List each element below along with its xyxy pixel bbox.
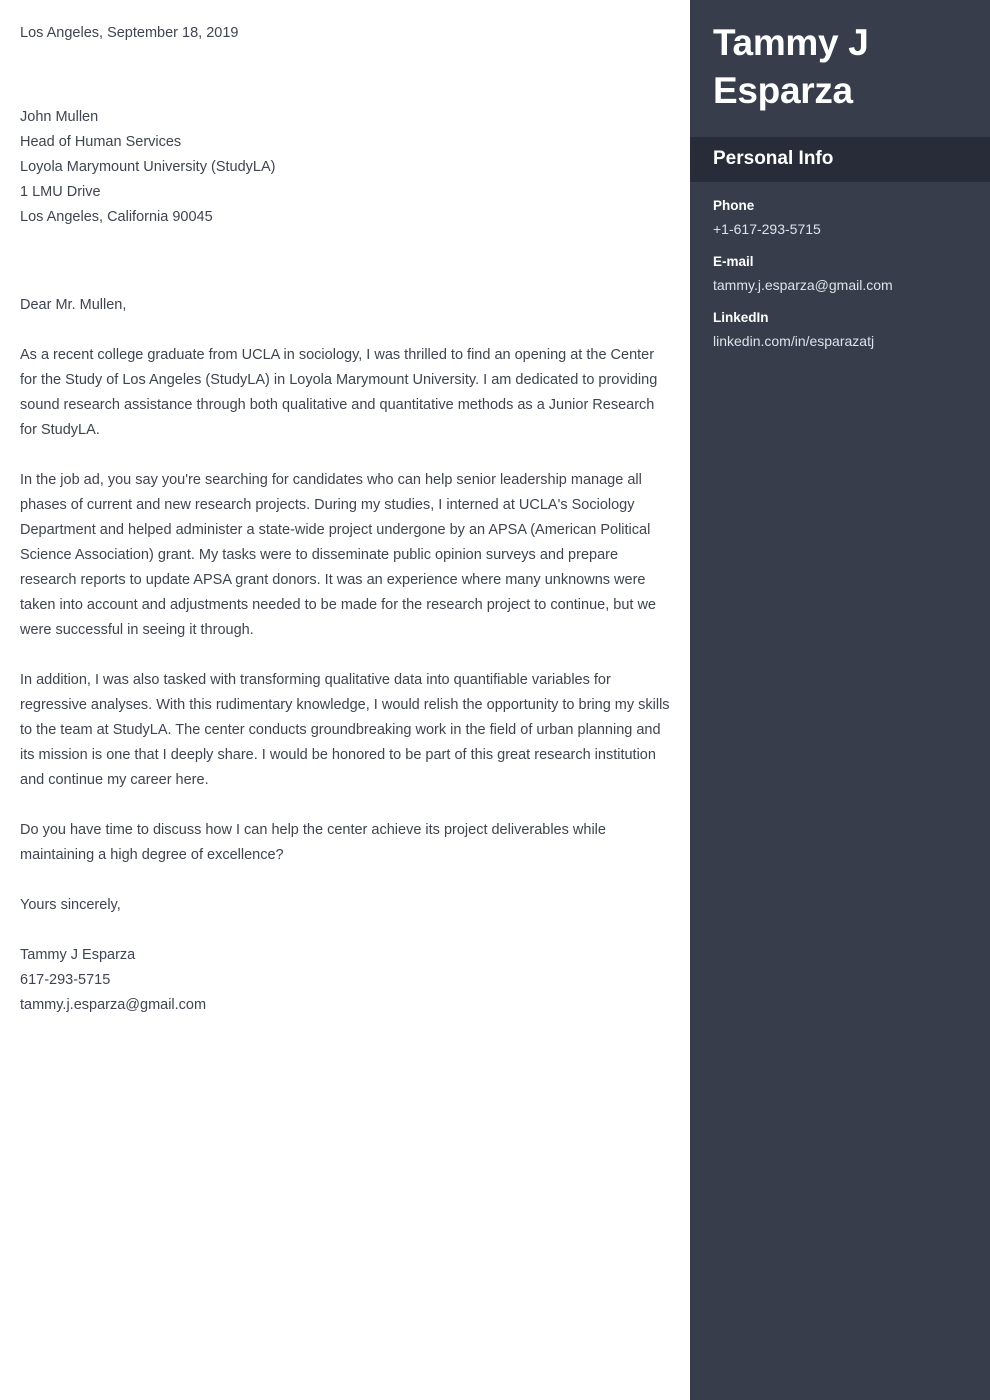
contact-item-phone xyxy=(713,196,967,239)
contact-label: LinkedIn xyxy=(713,310,769,325)
letter-closing: Yours sincerely, xyxy=(20,897,121,913)
signature-phone: 617-293-5715 xyxy=(20,972,111,988)
recipient-title: Head of Human Services xyxy=(20,134,182,150)
address-salutation-spacer xyxy=(20,230,672,293)
letter-paragraph: As a recent college graduate from UCLA in sociology, I was thrilled to find an opening at the Center for the Study of Los Angeles (StudyLA) in Loyola Marymount University. I am dedicated to providing sound research assistance through both qualitative and quantitative methods as a Junior Research for StudyLA. xyxy=(20,347,658,438)
date-address-spacer xyxy=(20,45,672,105)
personal-info-section-header xyxy=(690,137,990,182)
sidebar xyxy=(690,0,990,1400)
letter-paragraph: In the job ad, you say you're searching for candidates who can help senior leadership manage all phases of current and new research projects. During my studies, I interned at UCLA's Sociology Department and helped administer a state-wide project undergone by an APSA (American Political Science Association) grant. My tasks were to disseminate public opinion surveys and prepare research reports to update APSA grant donors. It was an experience where many unknowns were taken into account and adjustments needed to be made for the research project to continue, but we were successful in seeing it through. xyxy=(20,472,656,638)
recipient-address-block xyxy=(20,105,672,230)
letter-paragraph: Do you have time to discuss how I can help the center achieve its project deliverables while maintaining a high degree of excellence? xyxy=(20,822,606,863)
contact-value-linkedin[interactable]: linkedin.com/in/esparazatj xyxy=(713,333,875,349)
letter-salutation: Dear Mr. Mullen, xyxy=(20,297,127,313)
contact-item-email xyxy=(713,252,967,295)
contact-list xyxy=(690,182,990,351)
signature-email: tammy.j.esparza@gmail.com xyxy=(20,997,207,1013)
contact-value-phone[interactable]: +1-617-293-5715 xyxy=(713,221,821,237)
recipient-city-state-zip: Los Angeles, California 90045 xyxy=(20,209,213,225)
letter-paragraphs xyxy=(20,343,672,868)
contact-label: Phone xyxy=(713,198,755,213)
contact-item-linkedin xyxy=(713,308,967,351)
letter-paragraph: In addition, I was also tasked with transforming qualitative data into quantifiable variables for regressive analyses. With this rudimentary knowledge, I would relish the opportunity to bring my skills to the team at StudyLA. The center conducts groundbreaking work in the field of urban planning and its mission is one that I deeply share. I would be honored to be part of this great research institution and continue my career here. xyxy=(20,672,670,788)
signature-name: Tammy J Esparza xyxy=(20,947,136,963)
recipient-organization: Loyola Marymount University (StudyLA) xyxy=(20,159,276,175)
recipient-name: John Mullen xyxy=(20,109,99,125)
contact-value-email[interactable]: tammy.j.esparza@gmail.com xyxy=(713,277,893,293)
recipient-street: 1 LMU Drive xyxy=(20,184,101,200)
letter-date: Los Angeles, September 18, 2019 xyxy=(20,25,239,41)
section-title: Personal Info xyxy=(713,148,834,169)
sidebar-candidate-name: Tammy J Esparza xyxy=(713,22,869,111)
contact-label: E-mail xyxy=(713,254,754,269)
signature-block xyxy=(20,943,672,1018)
